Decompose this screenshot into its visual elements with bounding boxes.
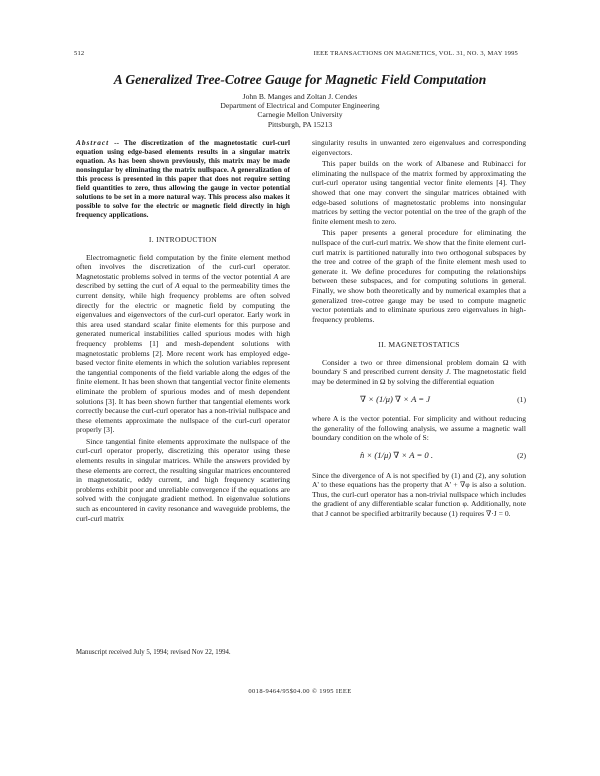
- abstract: [76, 138, 290, 219]
- paper-title: A Generalized Tree-Cotree Gauge for Magnetic Field Computation: [113, 72, 487, 87]
- magnetostatics-paragraph-3: Since the divergence of A is not specified by (1) and (2), any solution A' to these equations has the property that A' + ∇φ is also a solution. Thus, the curl-curl operator has a non-trivial nullspace which includes the gradient of any differentiable scalar function φ. Additionally, note that J cannot be specified arbitrarily because (1) requires ∇·J = 0.: [312, 470, 526, 518]
- author-university: Carnegie Mellon University: [257, 110, 343, 120]
- vector-a-symbol-2: A: [174, 281, 180, 291]
- intro-text-b: are described by setting the curl of: [76, 271, 291, 291]
- copyright-line: 0018-9464/95$04.00 © 1995 IEEE: [248, 688, 352, 695]
- equation-1-body: ∇ × (1/μ) ∇ × A = J: [360, 393, 431, 404]
- page-number: 512: [74, 50, 85, 57]
- magnetostatics-paragraph-2: where A is the vector potential. For simplicity and without reducing the generality of the following analysis, we assume a magnetic wall boundary condition on the whole of S:: [312, 414, 526, 443]
- equation-2-body: n̂ × (1/μ) ∇ × A = 0 .: [360, 450, 433, 461]
- intro-text-c: equal to the permeability times the current density, while high frequency problems are often solved directly for the electric or magnetic field by computing the eigenvalues and eigenvectors of the curl-curl operator. Early work in this area used standard scalar finite elements for this purpose and generated numerical instabilities called spurious modes with high frequency problems [1] and mesh-dependent solutions with magnetostatic problems [2]. More recent work has employed edge-based vector finite elements in which the solution variables represent the tangential components of the field variable along the edges of the finite element. It has been shown that tangential vector finite elements eliminate the problem of spurious modes and of mesh dependent solutions [3]. It has been shown further that tangential elements work correctly because the curl-curl operator has a non-trivial nullspace and these elements approximate the nullspace of the curl-curl operator properly [3].: [76, 281, 291, 435]
- left-column: [76, 138, 290, 525]
- abstract-text: -- The discretization of the magnetostatic curl-curl equation using edge-based elements results in a singular matrix equation. As has been shown previously, this matrix may be made nonsingular by eliminating the matrix nullspace. A generalization of this process is presented in this paper that does not require setting field quantities to zero, thus allowing the gauge in vector potential solutions to be set in a more natural way. This process also makes it possible to solve for the electric or magnetic field directly in high frequency applications.: [76, 138, 290, 219]
- magnetostatics-paragraph-1: [312, 358, 526, 387]
- equation-2: [312, 451, 526, 461]
- right-column: [312, 138, 526, 521]
- vector-j-symbol: J: [445, 367, 449, 377]
- equation-1: [312, 395, 526, 405]
- author-address: Pittsburgh, PA 15213: [267, 119, 333, 129]
- right-paragraph-3: This paper presents a general procedure for eliminating the nullspace of the curl-curl matrix. We show that the finite element curl-curl matrix is partitioned naturally into two orthogonal subspaces by the tree and cotree of the graph of the finite element mesh used to generate it. We define procedures for computing the relationships between these subspaces, and for computing solutions in general. Finally, we show both theoretically and by numerical examples that a generalized tree-cotree gauge may be used to compute magnetic vector potentials and to eliminate spurious zero eigenvalues in high-frequency problems.: [312, 228, 526, 324]
- abstract-label: Abstract: [76, 138, 110, 147]
- section-heading-introduction: I. INTRODUCTION: [148, 235, 218, 244]
- ms-text-a: Consider a two or three dimensional problem domain Ω with boundary S and prescribed current density: [312, 357, 526, 377]
- author-names: John B. Manges and Zoltan J. Cendes: [242, 92, 358, 101]
- intro-paragraph-2: Since tangential finite elements approximate the nullspace of the curl-curl operator properly, discretizing this operator using these elements results in singular matrices. While the answers provided by these elements are correct, the resulting singular matrices encountered in magnetostatic, eddy current, and high frequency scattering problems exhibit poor and unreliable convergence if the equations are solved with the conjugate gradient method. In eigenvalue solutions such as encountered in cavity resonance and waveguide problems, the curl-curl matrix: [76, 436, 290, 523]
- author-block: [0, 92, 600, 129]
- section-heading-magnetostatics: II. MAGNETOSTATICS: [378, 340, 460, 350]
- equation-1-number: (1): [517, 394, 526, 404]
- right-paragraph-1: singularity results in unwanted zero eigenvalues and corresponding eigenvectors.: [312, 138, 526, 157]
- journal-name: IEEE TRANSACTIONS ON MAGNETICS, VOL. 31, NO. 3, MAY 1995: [313, 50, 518, 57]
- intro-text-a: Electromagnetic field computation by the finite element method often involves the discretization of the curl-curl operator. Magnetostatic problems solved in terms of the vector potential: [76, 252, 290, 281]
- author-department: Department of Electrical and Computer Engineering: [220, 101, 380, 111]
- equation-2-number: (2): [517, 451, 526, 461]
- vector-a-symbol: A: [273, 271, 279, 281]
- right-paragraph-2: This paper builds on the work of Albanese and Rubinacci for eliminating the nullspace of the matrix formed by approximating the curl-curl operator using tangential vector finite elements [4]. They showed that one may convert the singular matrices obtained with edge-based solutions of magnetostatic problems into nonsingular matrices by setting the vector potential on the tree of the graph of the finite element mesh to zero.: [312, 159, 526, 226]
- manuscript-footnote: Manuscript received July 5, 1994; revised Nov 22, 1994.: [76, 649, 231, 656]
- intro-paragraph-1: [76, 253, 290, 435]
- ms-text-b: . The magnetostatic field may be determined in Ω by solving the differential equation: [312, 367, 526, 387]
